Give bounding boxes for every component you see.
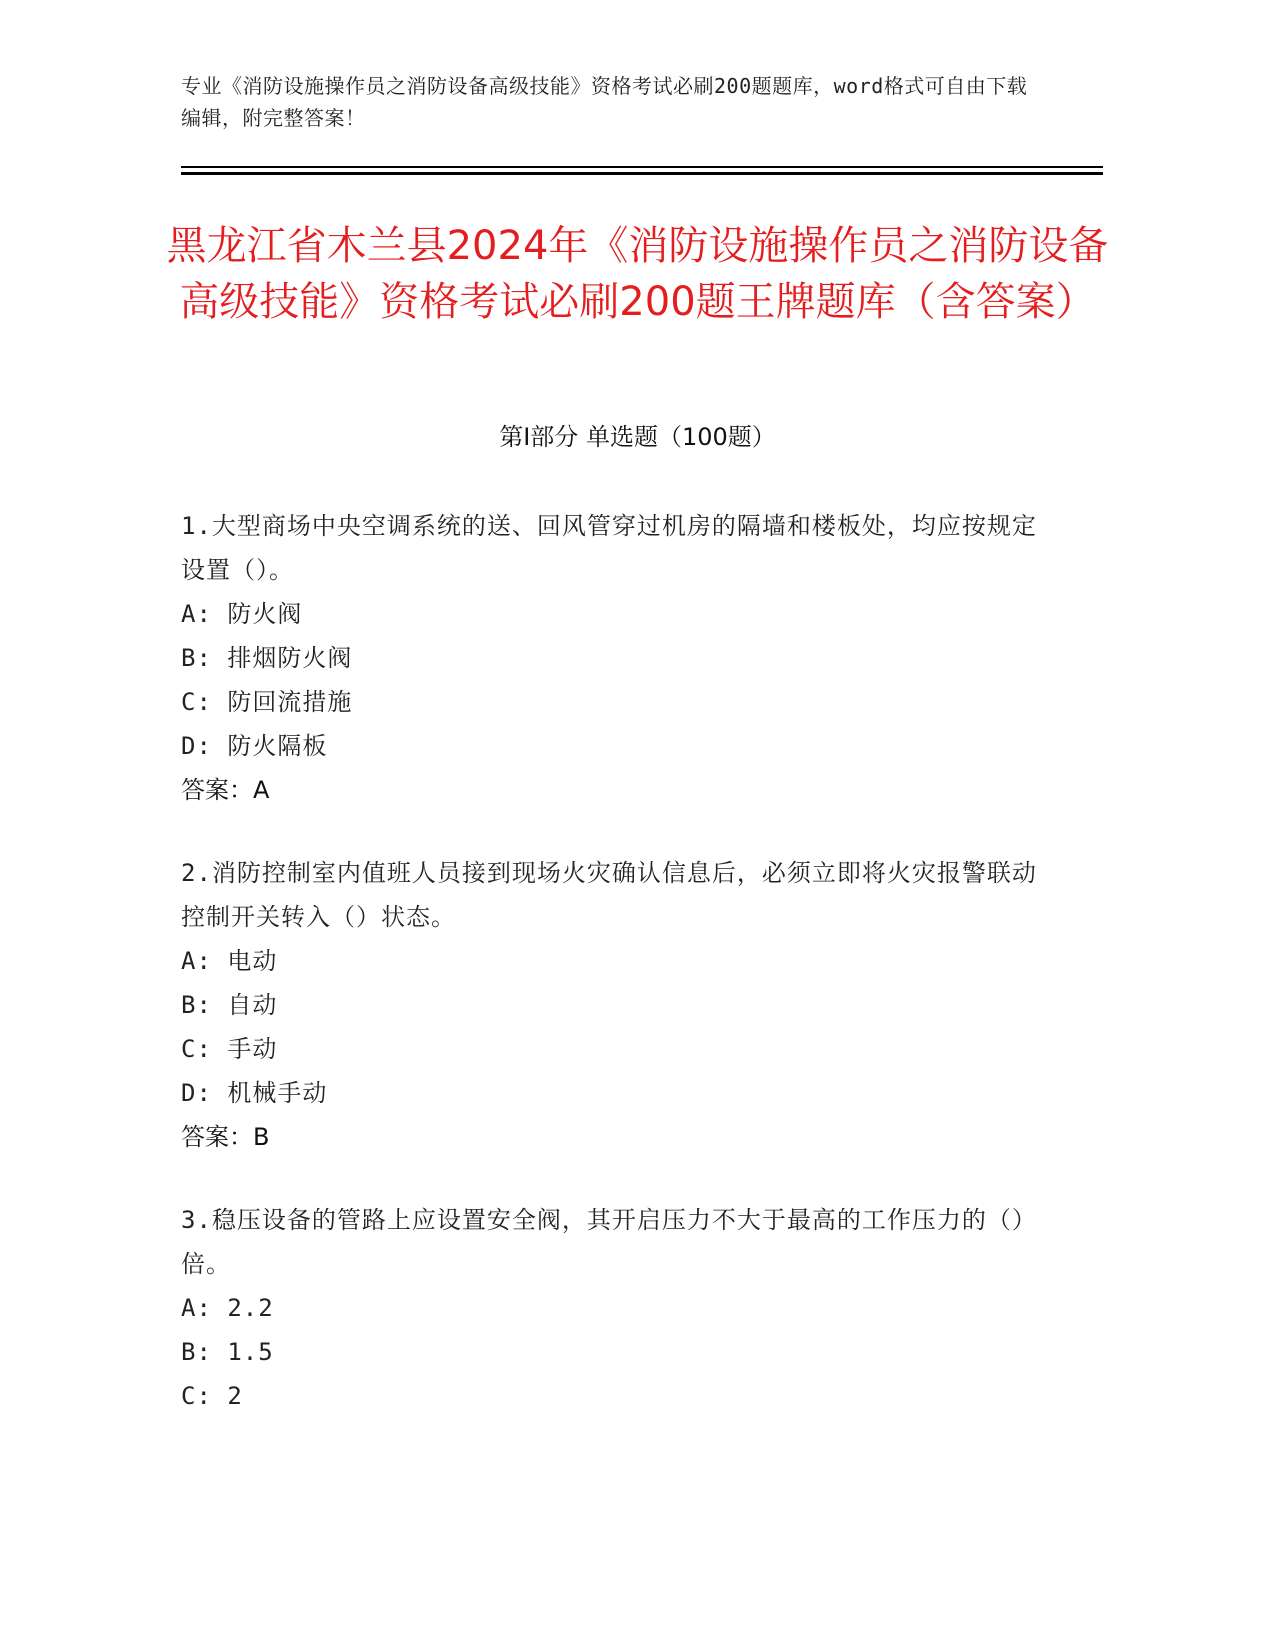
- header-divider-thick: [181, 172, 1103, 175]
- option-b: B: 自动: [181, 991, 278, 1019]
- question-stem: 2.消防控制室内值班人员接到现场火灾确认信息后，必须立即将火灾报警联动控制开关转入（）状态。: [181, 859, 1037, 931]
- option-a: A: 2.2: [181, 1294, 274, 1322]
- question-item: [181, 504, 1041, 812]
- header-note: 专业《消防设施操作员之消防设备高级技能》资格考试必刷200题题库，word格式可自由下载编辑，附完整答案！: [181, 74, 1028, 130]
- document-title: 黑龙江省木兰县2024年《消防设施操作员之消防设备高级技能》资格考试必刷200题王牌题库（含答案）: [166, 223, 1109, 325]
- option-b: B: 1.5: [181, 1338, 274, 1366]
- option-a: A: 防火阀: [181, 600, 303, 628]
- question-stem: 1.大型商场中央空调系统的送、回风管穿过机房的隔墙和楼板处，均应按规定设置（）。: [181, 512, 1037, 584]
- option-d: D: 防火隔板: [181, 732, 328, 760]
- answer-line: 答案：B: [181, 1123, 270, 1151]
- option-d: D: 机械手动: [181, 1079, 328, 1107]
- header-divider-thin: [181, 166, 1103, 168]
- question-item: [181, 851, 1041, 1159]
- answer-line: 答案：A: [181, 776, 270, 804]
- option-a: A: 电动: [181, 947, 278, 975]
- question-item: [181, 1198, 1041, 1418]
- option-c: C: 2: [181, 1382, 243, 1410]
- option-c: C: 手动: [181, 1035, 278, 1063]
- section-heading: 第I部分 单选题（100题）: [499, 423, 776, 451]
- option-b: B: 排烟防火阀: [181, 644, 353, 672]
- option-c: C: 防回流措施: [181, 688, 353, 716]
- question-stem: 3.稳压设备的管路上应设置安全阀，其开启压力不大于最高的工作压力的（）倍。: [181, 1206, 1037, 1278]
